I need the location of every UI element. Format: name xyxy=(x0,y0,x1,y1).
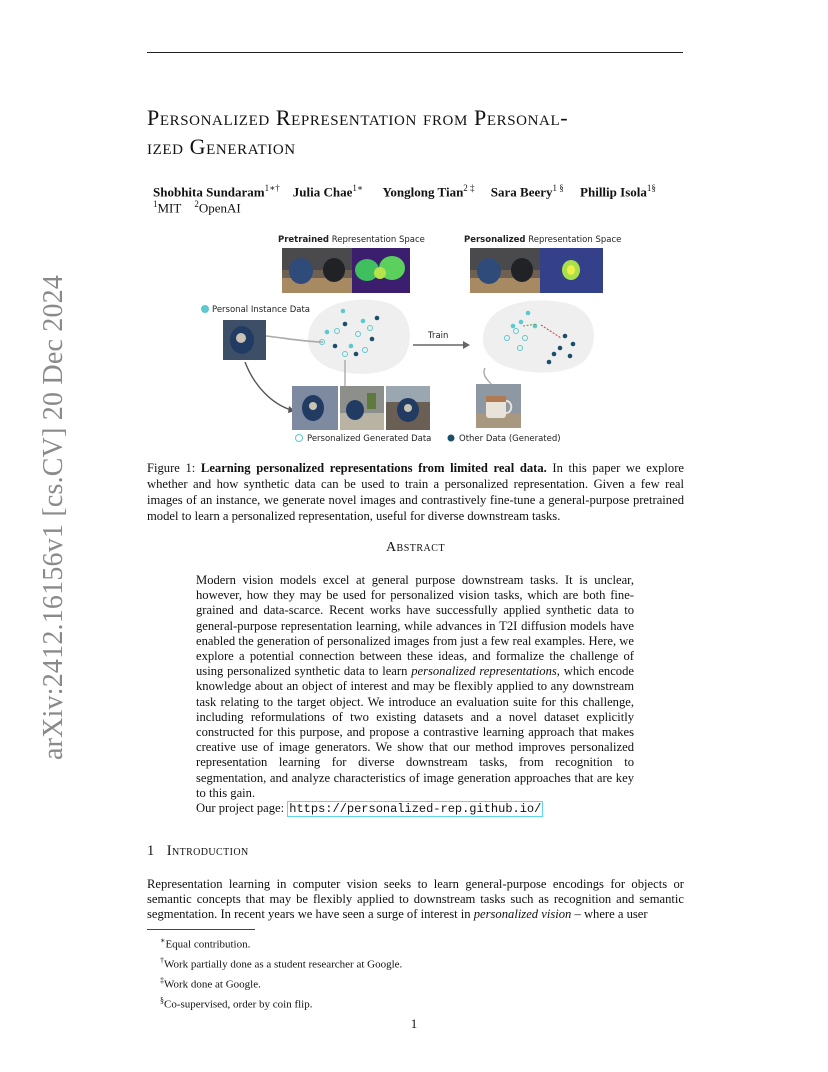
affiliation-name: OpenAI xyxy=(198,200,241,216)
caption-prefix: Figure 1: xyxy=(147,461,201,475)
author-marks: 1∗† xyxy=(264,183,280,193)
footnote-mark: § xyxy=(160,995,164,1005)
pretrained-mug-photo xyxy=(282,248,352,293)
author-marks: 1∗ xyxy=(352,183,363,193)
footnote xyxy=(160,933,660,953)
author-name: Shobhita Sundaram xyxy=(153,184,265,200)
page-number: 1 xyxy=(410,1016,418,1031)
caption-text: In this paper we explore whether and how synthetic data can be used to train a personalized representation. Given a few real images of an instance, we generate novel images and contrastively fine-tune a general-purpose pretrained model to learn a personalized representation, useful for diverse downstream tasks. xyxy=(147,461,685,523)
footnote xyxy=(160,973,660,993)
footnote-mark: † xyxy=(160,955,164,965)
paper-title xyxy=(147,103,707,161)
section-title: Introduction xyxy=(166,843,249,859)
other-data-image xyxy=(476,384,521,428)
instance-to-generated-arrow xyxy=(245,362,291,410)
arxiv-identifier: arXiv:2412.16156v1 [cs.CV] 20 Dec 2024 xyxy=(38,274,69,760)
personal-instance-dot xyxy=(201,305,209,313)
personalized-label-bold: Personalized xyxy=(464,235,526,245)
personalized-label-rest: Representation Space xyxy=(525,235,622,245)
personalized-space-blob xyxy=(483,300,594,372)
affiliation-name: MIT xyxy=(157,200,182,216)
project-page-link[interactable]: https://personalized-rep.github.io/ xyxy=(289,802,542,817)
footnote-text: Co-supervised, order by coin flip. xyxy=(164,998,313,1011)
title-line-1: Personalized Representation from Personal- xyxy=(147,105,569,130)
generated-image-2 xyxy=(340,386,384,430)
footnote-text: Work partially done as a student researcher at Google. xyxy=(164,958,403,971)
intro-text-1: Representation learning in computer vision seeks to learn general-purpose encodings for objects or semantic concepts that may be flexibly applied to downstream tasks such as recognition and semantic segmentation. In recent years we have seen a surge of interest in xyxy=(147,877,684,922)
intro-heading xyxy=(147,843,249,860)
author-marks: 1 § xyxy=(552,183,564,193)
legend-generated-marker xyxy=(296,435,303,442)
affiliation-mark: 1 xyxy=(153,199,158,209)
personalized-attention-map xyxy=(540,248,603,293)
author-name: Phillip Isola xyxy=(580,184,647,200)
intro-italic: personalized vision xyxy=(473,907,572,922)
section-number: 1 xyxy=(147,843,155,859)
train-label: Train xyxy=(428,331,449,341)
abstract-text-2: , which encode knowledge about an object of interest and may be flexibly applied to any downstream task relating to the target object. We introduce an evaluation suite for this challenge, including reformulations of two existing datasets and a novel dataset explicitly constructed for this purpose, and propose a contrastive learning approach that makes creative use of image generators. We show that our method improves personalized representation learning for diverse downstream tasks, from recognition to segmentation, and analyze characteristics of image generation approaches that are key to this gain. xyxy=(196,664,634,800)
legend-other-label: Other Data (Generated) xyxy=(459,434,561,444)
author-list xyxy=(153,183,713,200)
footnote xyxy=(160,993,660,1013)
footnote xyxy=(160,953,660,973)
personalized-label xyxy=(464,235,621,245)
figure-1 xyxy=(195,228,635,448)
abstract-text-1: Modern vision models excel at general purpose downstream tasks. It is unclear, however, how they may be used for personalized vision tasks, which are both fine-grained and data-scarce. Recent works have successfully applied synthetic data to general-purpose representation learning, while advances in T2I diffusion models have enabled the generation of personalized images from just a few real examples. Here, we explore a potential connection between these ideas, and formalize the challenge of using personalized synthetic data to learn xyxy=(196,573,634,679)
footnote-mark: ‡ xyxy=(160,975,164,985)
pretrained-label-bold: Pretrained xyxy=(278,235,329,245)
author-name: Julia Chae xyxy=(292,184,353,200)
generated-image-1 xyxy=(292,386,338,430)
footnote-text: Equal contribution. xyxy=(165,938,251,951)
top-rule xyxy=(147,52,683,53)
footnote-mark: ∗ xyxy=(160,936,166,945)
train-arrow-head xyxy=(463,341,470,349)
author-name: Yonglong Tian xyxy=(382,184,464,200)
personalized-mug-photo xyxy=(470,248,540,293)
pretrained-label-rest: Representation Space xyxy=(329,235,425,245)
intro-body xyxy=(147,877,684,923)
generated-image-3 xyxy=(386,386,430,430)
intro-text-2: – where a user xyxy=(571,907,648,922)
figure-caption xyxy=(147,460,684,524)
project-page-label: Our project page: xyxy=(196,801,288,816)
abstract-italic: personalized representations xyxy=(411,664,557,679)
author-marks: 2 ‡ xyxy=(463,183,475,193)
personal-instance-label: Personal Instance Data xyxy=(212,305,310,315)
pretrained-attention-map xyxy=(352,248,410,293)
personal-instance-photo xyxy=(223,320,266,360)
author-marks: 1§ xyxy=(646,183,656,193)
affiliation-mark: 2 xyxy=(194,199,199,209)
legend-other-marker xyxy=(448,435,455,442)
pretrained-label xyxy=(278,235,425,245)
caption-bold: Learning personalized representations from limited real data. xyxy=(200,461,547,475)
footnote-text: Work done at Google. xyxy=(164,978,261,991)
footnotes xyxy=(160,933,660,1012)
abstract-body xyxy=(196,573,634,817)
legend-generated-label: Personalized Generated Data xyxy=(307,434,432,444)
footnote-rule xyxy=(147,929,255,930)
affiliations xyxy=(153,199,241,216)
title-line-2: ized Generation xyxy=(147,134,296,159)
abstract-heading: Abstract xyxy=(385,540,446,555)
author-name: Sara Beery xyxy=(490,184,553,200)
